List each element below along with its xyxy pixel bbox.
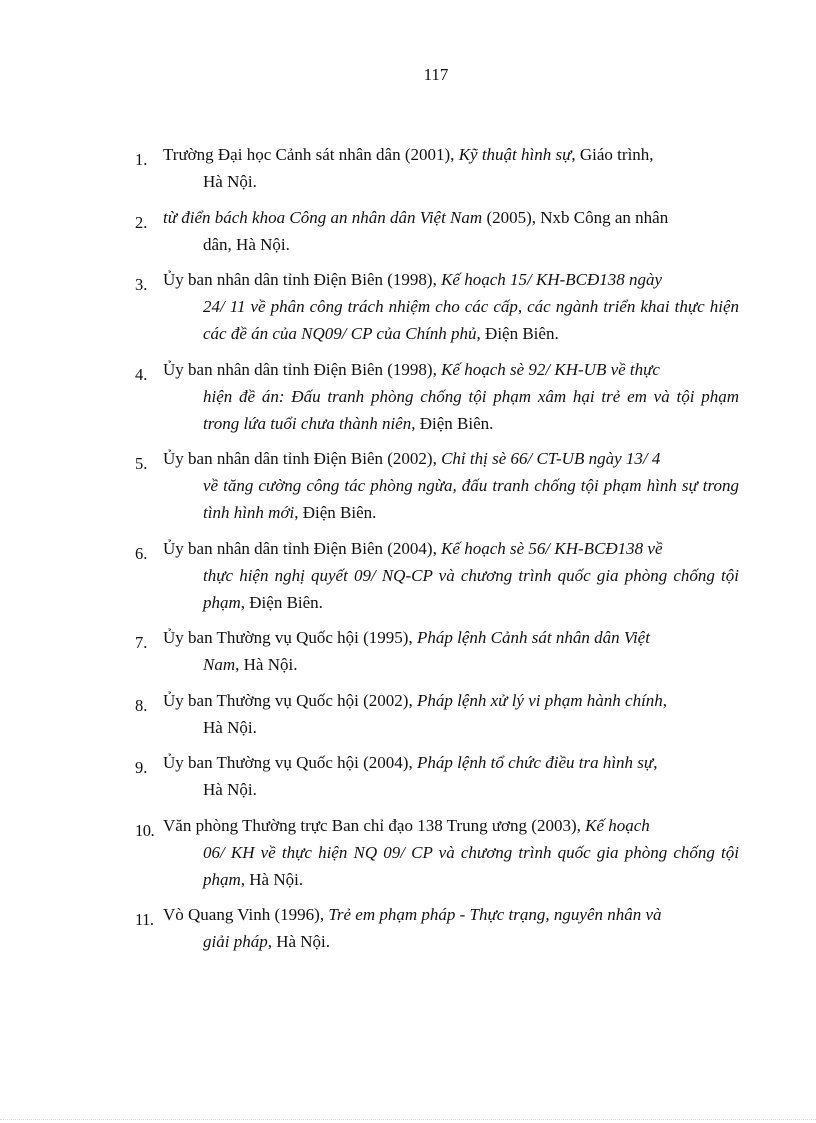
reference-place: , Điện Biên. — [476, 324, 559, 343]
reference-item — [135, 901, 739, 955]
reference-title-continued: Nam — [203, 655, 236, 674]
reference-number: 1. — [135, 150, 148, 169]
reference-title: từ điển bách khoa Công an nhân dân Việt Nam — [163, 207, 483, 227]
reference-title: Kỹ thuật hình sự — [458, 145, 572, 164]
reference-item — [135, 812, 739, 893]
reference-place: Hà Nội. — [203, 172, 257, 191]
reference-detail: (2005), Nxb Công an nhân — [482, 207, 669, 227]
reference-title: Trẻ em phạm pháp - Thực trạng, nguyên nhân và — [328, 905, 662, 924]
reference-item — [135, 624, 739, 678]
reference-list — [135, 141, 739, 964]
reference-title: Pháp lệnh Cảnh sát nhân dân Việt — [416, 628, 650, 647]
reference-number: 10. — [135, 820, 155, 840]
reference-title-continued: hiện đề án: Đấu tranh phòng chống tội phạm xâm hại trẻ em và tội phạm trong lứa tuổi chưa thành niên — [203, 386, 739, 433]
reference-detail: , — [662, 690, 668, 710]
reference-item — [135, 749, 739, 803]
reference-title: Pháp lệnh tổ chức điều tra hình sự — [416, 753, 654, 772]
reference-number: 9. — [135, 758, 148, 777]
reference-number: 3. — [135, 275, 148, 294]
reference-author: Ủy ban nhân dân tỉnh Điện Biên (2004), — [163, 538, 442, 558]
reference-title-continued: về tăng cường công tác phòng ngừa, đấu tranh chống tội phạm hình sự trong tình hình mới — [203, 476, 739, 522]
reference-author: Trường Đại học Cảnh sát nhân dân (2001), — [163, 145, 459, 164]
reference-item — [135, 687, 739, 741]
reference-item — [135, 266, 739, 347]
reference-place: , Điện Biên. — [411, 413, 494, 433]
reference-author: Văn phòng Thường trực Ban chỉ đạo 138 Trung ương (2003), — [163, 815, 586, 835]
reference-author: Ủy ban nhân dân tỉnh Điện Biên (1998), — [163, 270, 442, 289]
reference-number: 7. — [135, 633, 148, 652]
reference-number: 11. — [135, 910, 154, 929]
reference-number: 6. — [135, 543, 148, 563]
reference-item — [135, 356, 739, 437]
reference-title: Pháp lệnh xử lý vi phạm hành chính — [416, 690, 663, 710]
reference-number: 4. — [135, 364, 148, 384]
reference-author: Vò Quang Vinh (1996), — [163, 905, 329, 924]
reference-title-continued: giải pháp — [203, 932, 268, 951]
reference-title: Kế hoạch sè 92/ KH-UB về thực — [441, 359, 660, 379]
reference-author: Ủy ban Thường vụ Quốc hội (2002), — [163, 690, 417, 710]
reference-place: , Hà Nội. — [267, 932, 331, 951]
reference-detail: , Giáo trình, — [571, 145, 654, 164]
reference-item — [135, 445, 739, 526]
reference-detail: , — [653, 753, 658, 772]
reference-author: Ủy ban nhân dân tỉnh Điện Biên (2002), — [163, 449, 442, 468]
reference-place: Hà Nội. — [203, 780, 257, 799]
reference-title-continued: thực hiện nghị quyết 09/ NQ-CP và chương trình quốc gia phòng chống tội phạm — [203, 565, 739, 612]
reference-number: 5. — [135, 454, 148, 473]
reference-title-continued: 06/ KH về thực hiện NQ 09/ CP và chương trình quốc gia phòng chống tội phạm — [203, 842, 739, 889]
reference-number: 8. — [135, 695, 148, 715]
reference-place: , Điện Biên. — [294, 503, 377, 522]
reference-author: Ủy ban nhân dân tỉnh Điện Biên (1998), — [163, 359, 442, 379]
reference-place: , Hà Nội. — [240, 869, 304, 889]
page-bottom-divider — [0, 1119, 816, 1120]
reference-number: 2. — [135, 212, 148, 232]
reference-place: , Điện Biên. — [240, 592, 323, 612]
reference-title: Chỉ thị sè 66/ CT-UB ngày 13/ 4 — [441, 449, 661, 468]
reference-title: Kế hoạch 15/ KH-BCĐ138 ngày — [441, 270, 663, 289]
reference-place: dân, Hà Nội. — [203, 234, 290, 254]
reference-place: , Hà Nội. — [235, 655, 298, 674]
reference-author: Ủy ban Thường vụ Quốc hội (1995), — [163, 628, 417, 647]
reference-title-continued: 24/ 11 về phân công trách nhiệm cho các cấp, các ngành triển khai thực hiện các đề án của NQ09/ CP của Chính phủ — [203, 297, 739, 343]
reference-item — [135, 141, 739, 195]
reference-author: Ủy ban Thường vụ Quốc hội (2004), — [163, 753, 417, 772]
reference-place: Hà Nội. — [203, 717, 257, 737]
reference-item — [135, 535, 739, 616]
reference-title: Kế hoạch — [585, 815, 650, 835]
reference-title: Kế hoạch sè 56/ KH-BCĐ138 về — [441, 538, 663, 558]
reference-item — [135, 204, 739, 258]
page-number: 117 — [423, 65, 449, 84]
